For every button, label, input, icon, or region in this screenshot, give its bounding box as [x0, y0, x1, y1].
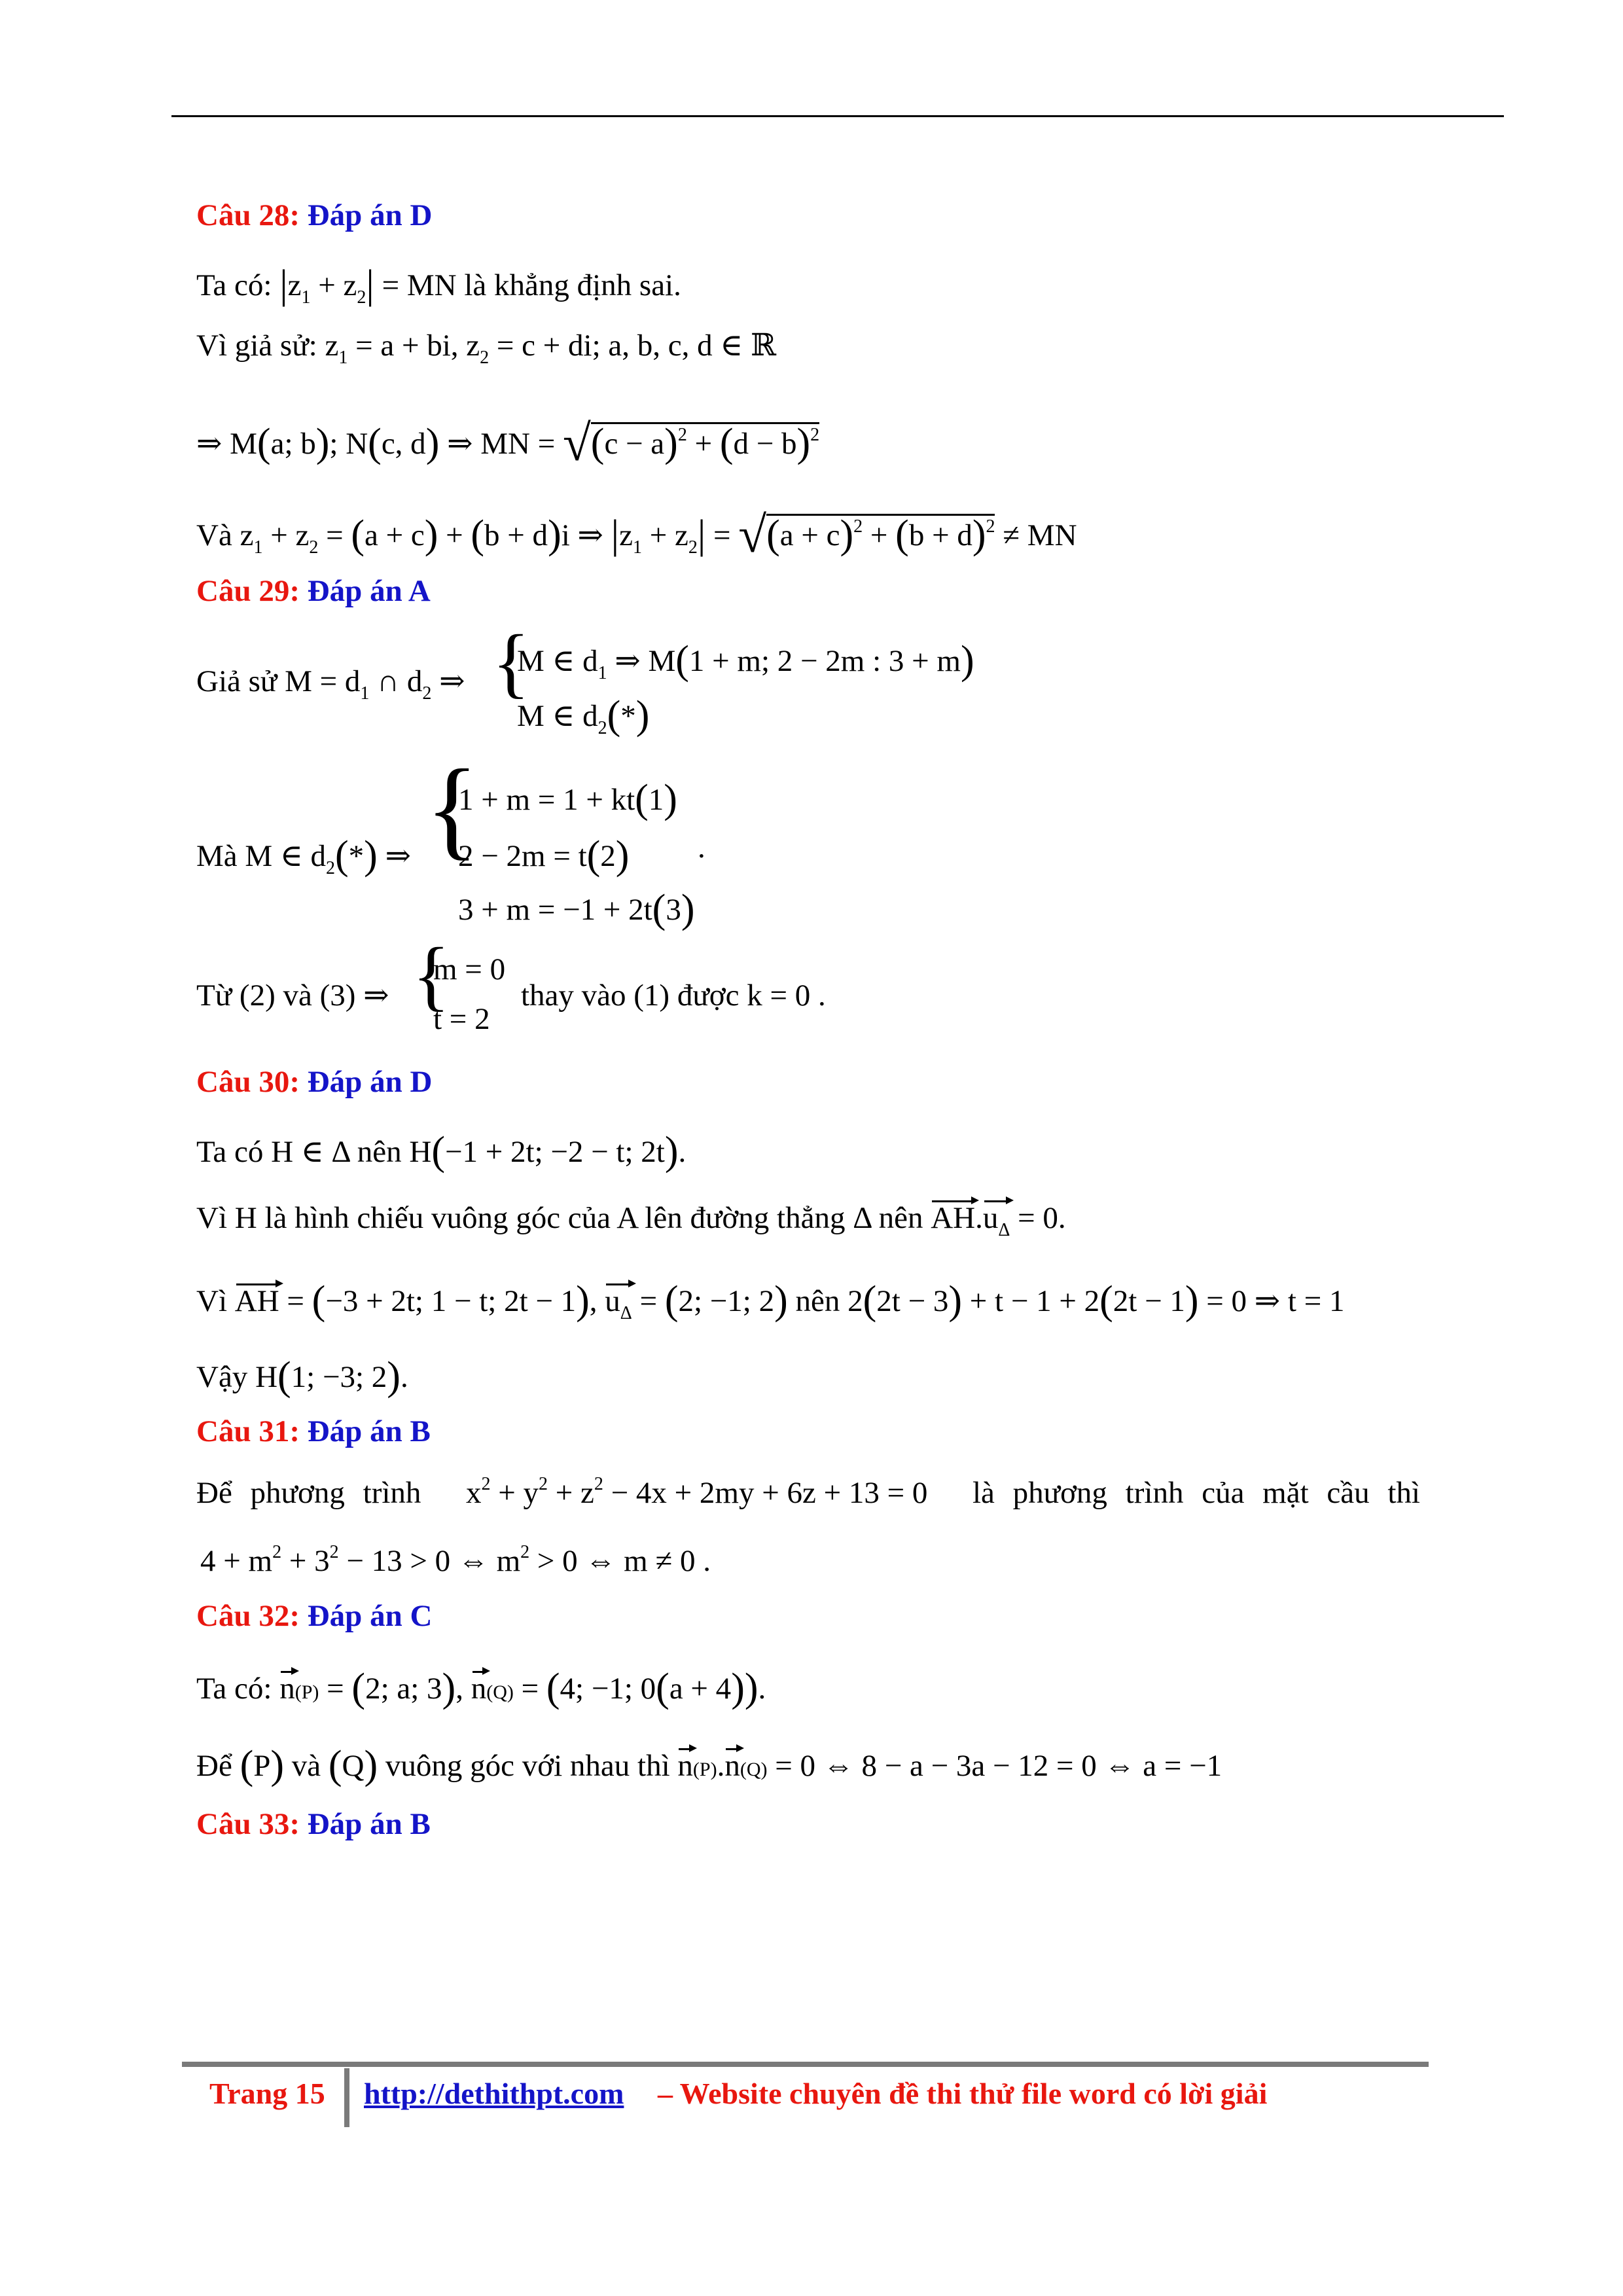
q32-title: Câu 32:: [196, 1599, 300, 1633]
q29-system2-dot: .: [698, 831, 705, 865]
header-rule: [171, 115, 1504, 117]
q30-line2: Vì H là hình chiếu vuông góc của A lên đường thẳng Δ nên $AH.u_\Delta = 0$.: [196, 1201, 1066, 1240]
math: M ∈ $d_2(*)$ ⇒: [245, 833, 411, 878]
math: n(P) = (2; a; 3), n(Q) = (4; −1; 0(a + 4)).: [279, 1666, 766, 1710]
q30-line1: Ta có H ∈ Δ nên H(−1 + 2t; −2 − t; 2t).: [196, 1129, 687, 1174]
q28-title: Câu 28:: [196, 198, 300, 232]
q30-title: Câu 30:: [196, 1065, 300, 1099]
math: 2 − 2m = t(2): [458, 833, 630, 878]
q31-answer: Đáp án B: [307, 1414, 431, 1448]
q29-title: Câu 29:: [196, 574, 300, 608]
brace: {: [492, 619, 530, 706]
math: (Q): [328, 1743, 378, 1787]
q29-line3-tail: thay vào (1) được k = 0 .: [521, 978, 826, 1013]
math: m = 0: [433, 952, 506, 986]
brace: {: [412, 931, 450, 1018]
math: 2(2t − 3) + t − 1 + 2(2t − 1) = 0 ⇒ t = 1: [847, 1278, 1345, 1323]
footer-description: – Website chuyên đề thi thử file word có lời giải: [658, 2077, 1268, 2110]
math: ⇒: [363, 978, 389, 1013]
q29-system1-a: [517, 637, 974, 683]
q28-answer: Đáp án D: [307, 198, 433, 232]
math: H(1; −3; 2).: [255, 1354, 408, 1399]
q30-answer: Đáp án D: [307, 1065, 433, 1099]
math: $z_1 = a$ + bi, $z_2 = c$ + di; a, b, c, d ∈ ℝ: [325, 329, 776, 368]
q28-line1: Ta có: $|z_1 + z_2|$ = MN là khẳng định sai.: [196, 262, 681, 308]
q29-system2-a: [458, 776, 677, 821]
math: $AH.u_\Delta = 0$.: [931, 1201, 1066, 1240]
q31-line1: Để phương trình $x^2 + y^2 + z^2 - 4x + 2my + 6z + 13 = 0$ là phương trình của mặt cầu thì: [196, 1474, 1420, 1510]
math: AH = (−3 + 2t; 1 − t; 2t − 1), $u_\Delta = (2$; −1; 2): [234, 1278, 788, 1323]
q29-line3: Từ (2) và (3) ⇒: [196, 978, 389, 1013]
q29-system2-b: [458, 833, 630, 878]
math: n(P).n(Q) = 0 ⇔ 8 − a − 3a − 12 = 0 ⇔ a = −1: [677, 1749, 1222, 1783]
q29-system3-b: [433, 1004, 490, 1035]
q29-heading: [196, 576, 431, 607]
math: $z_1 + z_2 = (a + c) + (b + d)i$ ⇒ $|z_1 + z_2| = √(a + c)^2 + (b + d)^2$ ≠ MN: [240, 506, 1077, 563]
q33-answer: Đáp án B: [307, 1807, 431, 1841]
q31-heading: [196, 1416, 431, 1447]
math: M ∈ $d_2(*)$: [517, 693, 650, 738]
q29-system1-b: [517, 692, 650, 738]
q30-line3: Vì AH = (−3 + 2t; 1 − t; 2t − 1), $u_\Delta = (2$; −1; 2) nên 2(2t − 3) + t − 1 + 2(2t − 1) = 0 ⇒ t = 1: [196, 1278, 1345, 1323]
q29-answer: Đáp án A: [307, 574, 431, 608]
q30-heading: [196, 1067, 432, 1098]
q32-line1: Ta có: n(P) = (2; a; 3), n(Q) = (4; −1; 0(a + 4)).: [196, 1666, 766, 1710]
footer-link[interactable]: http://dethithpt.com: [364, 2077, 624, 2110]
q28-line4: Và $z_1 + z_2 = (a + c) + (b + d)i$ ⇒ $|z_1 + z_2| = √(a + c)^2 + (b + d)^2$ ≠ MN: [196, 506, 1077, 563]
math: $4 + m^2 + 3^2 - 13 > 0$ ⇔ $m^2 > 0$ ⇔ m ≠ 0 .: [200, 1542, 711, 1578]
q31-line2: [200, 1542, 711, 1578]
math: $|z_1 + z_2|$ = MN: [279, 262, 457, 308]
math: H(−1 + 2t; −2 − t; 2t).: [409, 1129, 687, 1174]
q33-title: Câu 33:: [196, 1807, 300, 1841]
q31-title: Câu 31:: [196, 1414, 300, 1448]
math: 3 + m = −1 + 2t(3): [458, 887, 695, 931]
math: ⇒ M(a; b); N(c, d) ⇒ MN = $√(c - a)^2 + (d - b)^2$: [196, 414, 820, 471]
math: $M = d_1$ ∩ $d_2$ ⇒: [285, 664, 465, 704]
q32-answer: Đáp án C: [307, 1599, 433, 1633]
math: k = 0: [747, 978, 811, 1013]
math: $x^2 + y^2 + z^2 - 4x + 2my + 6z + 13 = 0$: [466, 1474, 928, 1510]
q32-line2: Để (P) và (Q) vuông góc với nhau thì n(P).n(Q) = 0 ⇔ 8 − a − 3a − 12 = 0 ⇔ a = −1: [196, 1743, 1222, 1787]
q29-system2-c: [458, 886, 695, 931]
math: H ∈ Δ: [271, 1135, 350, 1169]
q29-line1: Giả sử $M = d_1$ ∩ $d_2$ ⇒: [196, 664, 465, 704]
footer-rule: [182, 2062, 1429, 2067]
q30-line4: Vậy H(1; −3; 2).: [196, 1354, 408, 1399]
math: M ∈ $d_1$ ⇒ M(1 + m; 2 − 2m : 3 + m): [517, 638, 974, 683]
q33-heading: [196, 1809, 431, 1840]
q28-line2: Vì giả sử: $z_1 = a$ + bi, $z_2 = c$ + di; a, b, c, d ∈ ℝ: [196, 329, 776, 368]
math: (P): [240, 1743, 285, 1787]
math: Δ: [853, 1201, 871, 1235]
q28-heading: [196, 200, 432, 231]
q28-line3: [196, 411, 820, 471]
math: t = 2: [433, 1002, 490, 1036]
math: 1 + m = 1 + kt(1): [458, 777, 677, 821]
q29-system3-a: [433, 954, 505, 985]
brace: {: [425, 747, 479, 870]
q29-line2: Mà M ∈ $d_2(*)$ ⇒: [196, 833, 411, 878]
footer-page-number: Trang 15: [209, 2077, 325, 2110]
footer-separator: [344, 2068, 349, 2127]
q32-heading: [196, 1601, 432, 1632]
